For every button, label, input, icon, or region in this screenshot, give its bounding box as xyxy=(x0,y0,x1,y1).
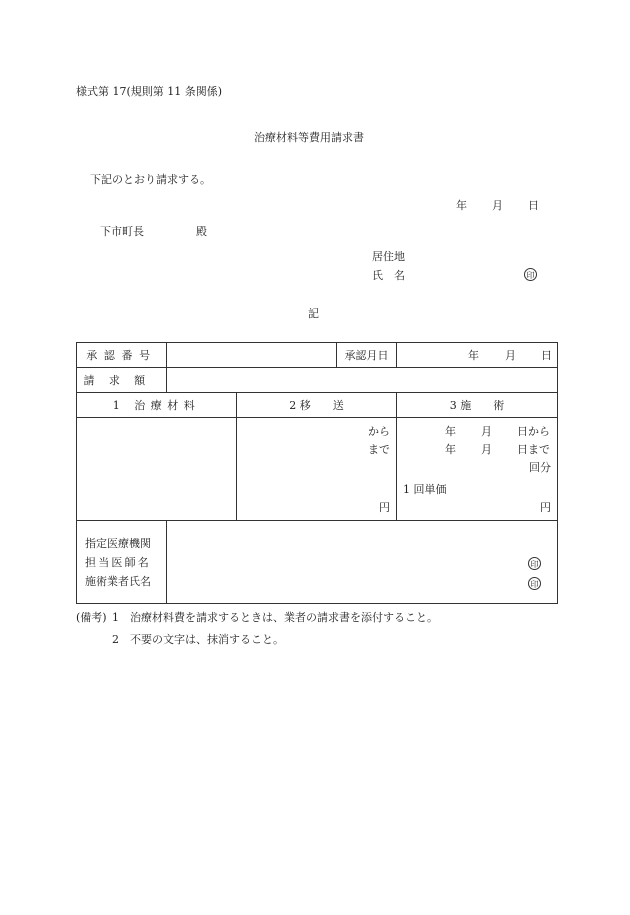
approval-month-label: 月 xyxy=(505,349,516,362)
approval-number-label: 承認番号 xyxy=(86,349,157,362)
doctor-seal-mark: 印 xyxy=(528,557,541,570)
col2-header-cell xyxy=(237,393,397,418)
approval-number-field[interactable] xyxy=(167,343,337,368)
treatment-count: 回分 xyxy=(529,461,551,474)
seal-mark: 印 xyxy=(524,268,537,281)
transport-to: まで xyxy=(368,443,390,456)
note-1: 1 治療材料費を請求するときは、業者の請求書を添付すること。 xyxy=(112,611,438,624)
approval-year-label: 年 xyxy=(468,349,479,362)
treatment-day-from: 日から xyxy=(517,425,550,438)
name-label: 氏 名 xyxy=(372,269,405,282)
form-number: 様式第 17(規則第 11 条関係) xyxy=(76,85,223,98)
treatment-year-1: 年 xyxy=(445,425,456,438)
institution-row xyxy=(77,521,558,604)
note-2: 2 不要の文字は、抹消すること。 xyxy=(112,633,284,646)
transport-field[interactable] xyxy=(237,418,397,521)
address-label: 居住地 xyxy=(372,250,405,263)
document-title: 治療材料等費用請求書 xyxy=(254,131,364,144)
col3-header-cell xyxy=(397,393,558,418)
unit-price-yen: 円 xyxy=(540,501,551,514)
approval-date-field[interactable] xyxy=(397,343,558,368)
treatment-month-1: 月 xyxy=(481,425,492,438)
col2-header: 2 移 送 xyxy=(289,399,344,412)
col1-header-cell xyxy=(77,393,237,418)
practitioner-label: 施術業者氏名 xyxy=(85,574,151,588)
date-month-label: 月 xyxy=(492,199,503,212)
treatment-month-2: 月 xyxy=(481,443,492,456)
col1-header: 1 治療材料 xyxy=(112,399,201,412)
claim-amount-label: 請求額 xyxy=(83,374,160,387)
date-day-label: 日 xyxy=(528,199,539,212)
transport-yen: 円 xyxy=(379,501,390,514)
unit-price-label: 1 回単価 xyxy=(403,483,447,496)
institution-field[interactable] xyxy=(167,521,558,604)
date-year-label: 年 xyxy=(456,199,467,212)
treatment-field[interactable] xyxy=(397,418,558,521)
detail-row xyxy=(77,418,558,521)
approval-row xyxy=(77,343,558,368)
transport-from: から xyxy=(368,425,390,438)
institution-label: 指定医療機関 xyxy=(85,536,151,550)
notes-prefix: (備考) xyxy=(76,611,107,624)
treatment-day-to: 日まで xyxy=(517,443,550,456)
institution-label-cell xyxy=(77,521,167,604)
section-header-row xyxy=(77,393,558,418)
addressee: 下市町長 xyxy=(100,225,144,238)
treatment-year-2: 年 xyxy=(445,443,456,456)
treatment-material-field[interactable] xyxy=(77,418,237,521)
approval-day-label: 日 xyxy=(541,349,552,362)
doctor-label: 担当医師名 xyxy=(85,555,151,569)
practitioner-seal-mark: 印 xyxy=(528,577,541,590)
intro-text: 下記のとおり請求する。 xyxy=(90,173,211,186)
approval-date-label-cell xyxy=(337,343,397,368)
honorific: 殿 xyxy=(196,225,207,238)
col3-header: 3 施 術 xyxy=(449,399,505,412)
claim-amount-row xyxy=(77,368,558,393)
claim-form-table xyxy=(76,342,558,604)
approval-number-label-cell xyxy=(77,343,167,368)
ki-label: 記 xyxy=(308,307,319,320)
claim-amount-label-cell xyxy=(77,368,167,393)
approval-date-label: 承認月日 xyxy=(344,349,389,362)
claim-amount-field[interactable] xyxy=(167,368,558,393)
